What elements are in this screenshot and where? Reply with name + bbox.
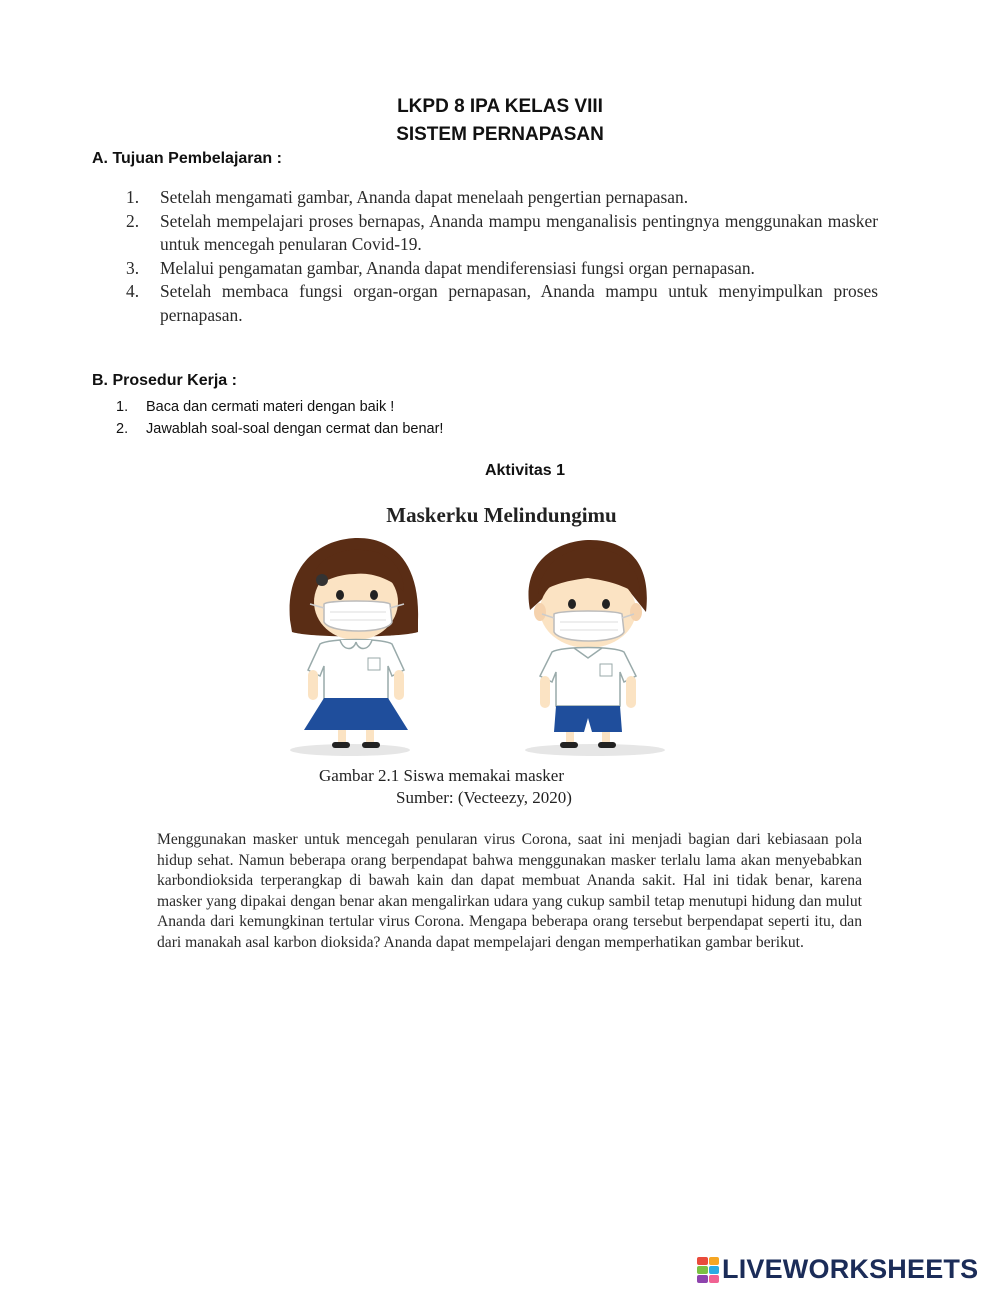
list-item: 1. Baca dan cermati materi dengan baik !	[116, 399, 395, 415]
logo-block	[697, 1275, 708, 1283]
activity-paragraph: Menggunakan masker untuk mencegah penularan virus Corona, saat ini menjadi bagian dari kebiasaan pola hidup sehat. Namun beberapa orang berpendapat bahwa menggunakan masker terlalu lama akan menyebabkan karbondioksida terperangkap di bawah kain dan dapat membuat Ananda sakit. Hal ini tidak benar, karena masker yang dipakai dengan benar akan mengalirkan udara yang cukup sambil tetap menutupi hidung dan mulut Ananda dari kemungkinan tertular virus Corona. Mengapa beberapa orang tersebut berpendapat seperti itu, dan dari manakah asal karbon dioksida? Ananda dapat mempelajari dengan memperhatikan gambar berikut.	[157, 831, 862, 951]
activity-title: Aktivitas 1	[484, 462, 566, 479]
worksheet-subtitle: SISTEM PERNAPASAN	[396, 124, 604, 145]
girl-figure	[290, 538, 419, 748]
list-item: 3. Melalui pengamatan gambar, Ananda dapat mendiferensiasi fungsi organ pernapasan.	[126, 257, 755, 278]
section-a-heading: A. Tujuan Pembelajaran :	[92, 150, 282, 167]
figure-title: Maskerku Melindungimu	[386, 503, 617, 527]
logo-block	[709, 1275, 720, 1283]
list-item: 2. Setelah mempelajari proses bernapas, Ananda mampu menganalisis pentingnya menggunakan masker untuk mencegah penularan Covid-19.	[126, 210, 878, 255]
worksheet-title: LKPD 8 IPA KELAS VIII	[397, 96, 603, 117]
procedure-list	[116, 396, 443, 440]
figure-caption: Gambar 2.1 Siswa memakai masker	[319, 766, 565, 785]
list-item: 2. Jawablah soal-soal dengan cermat dan benar!	[116, 421, 444, 437]
list-item: 1. Setelah mengamati gambar, Ananda dapat menelaah pengertian pernapasan.	[126, 187, 689, 207]
liveworksheets-logo[interactable]	[697, 1254, 978, 1285]
logo-blocks-icon	[697, 1257, 719, 1283]
logo-block	[697, 1266, 708, 1274]
logo-block	[709, 1257, 720, 1265]
logo-text: LIVEWORKSHEETS	[722, 1254, 979, 1284]
list-item: 4. Setelah membaca fungsi organ-organ pernapasan, Ananda mampu untuk menyimpulkan proses pernapasan.	[126, 281, 878, 325]
boy-figure	[528, 540, 646, 748]
logo-block	[709, 1266, 720, 1274]
section-b-heading: B. Prosedur Kerja :	[92, 372, 237, 389]
figure-source: Sumber: (Vecteezy, 2020)	[396, 788, 572, 807]
students-wearing-masks-illustration	[280, 530, 720, 760]
logo-block	[697, 1257, 708, 1265]
learning-goals-list	[126, 186, 878, 328]
